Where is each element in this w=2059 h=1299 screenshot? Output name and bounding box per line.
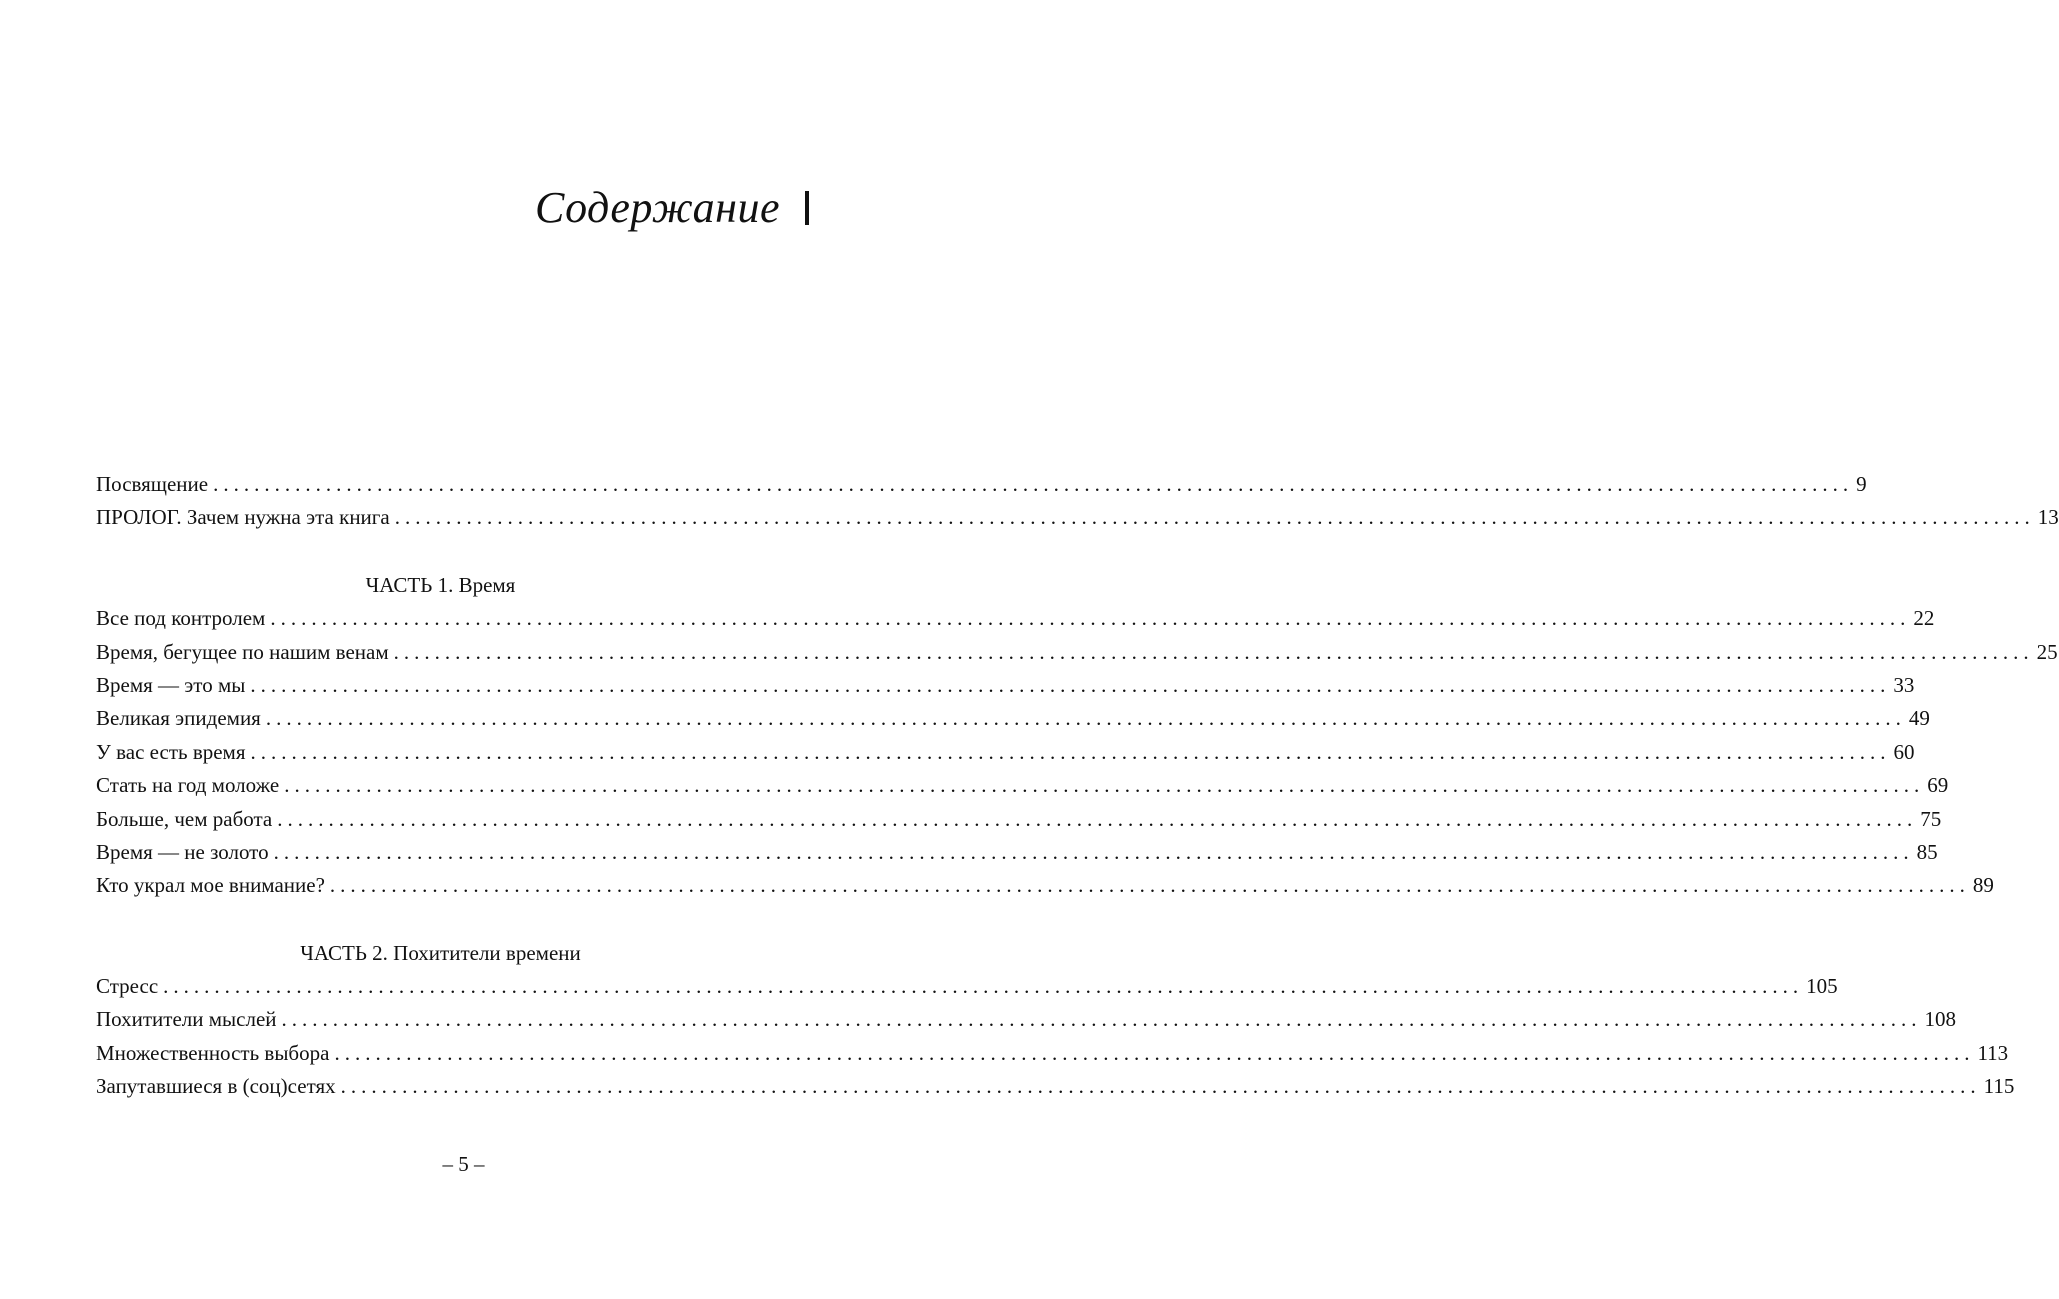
page-number: – 5 – bbox=[442, 1152, 485, 1176]
dot-leader: ................................................................................................................................................................ bbox=[250, 739, 1891, 764]
toc-entry-page: 105 bbox=[1806, 974, 1838, 999]
toc-entry[interactable] bbox=[96, 1003, 1957, 1036]
toc-entry-title: Время — это мы bbox=[96, 672, 246, 697]
dot-leader: ................................................................................................................................................................ bbox=[329, 873, 1970, 898]
part-heading: ЧАСТЬ 1. Время bbox=[365, 572, 516, 597]
toc-entry-page: 69 bbox=[1927, 773, 1949, 798]
toc-entry[interactable] bbox=[96, 669, 1915, 702]
toc-entry-page: 113 bbox=[1977, 1040, 2009, 1065]
toc-entry-page: 33 bbox=[1893, 672, 1915, 697]
dot-leader: ................................................................................................................................................................ bbox=[284, 773, 1925, 798]
toc-entry-page: 60 bbox=[1893, 739, 1915, 764]
toc-entry-page: 85 bbox=[1916, 839, 1938, 864]
toc-entry[interactable] bbox=[96, 970, 1838, 1003]
toc-entry-title: Стресс bbox=[96, 974, 159, 999]
toc-entry-title: Время, бегущее по нашим венам bbox=[96, 639, 389, 664]
toc-entry[interactable] bbox=[96, 602, 1935, 635]
toc-entry[interactable] bbox=[96, 736, 1915, 769]
toc-entry-page: 89 bbox=[1972, 873, 1994, 898]
toc-entry-page: 108 bbox=[1924, 1007, 1957, 1032]
dot-leader: ................................................................................................................................................................ bbox=[334, 1040, 1975, 1065]
toc-entry-page: 49 bbox=[1908, 706, 1930, 731]
dot-leader: ................................................................................................................................................................ bbox=[277, 806, 1918, 831]
toc-entry-page: 25 bbox=[2036, 639, 2058, 664]
toc-entry[interactable] bbox=[96, 702, 1930, 735]
toc-entry[interactable] bbox=[96, 501, 2059, 534]
toc-entry-page: 22 bbox=[1913, 606, 1935, 631]
toc-entry-title: Время — не золото bbox=[96, 839, 269, 864]
toc-entry[interactable] bbox=[96, 468, 1867, 501]
dot-leader: ................................................................................................................................................................ bbox=[273, 839, 1914, 864]
toc-entry[interactable] bbox=[96, 803, 1942, 836]
toc-entry[interactable] bbox=[96, 1037, 2009, 1070]
dot-leader: ................................................................................................................................................................ bbox=[250, 672, 1891, 697]
dot-leader: ................................................................................................................................................................ bbox=[265, 706, 1906, 731]
toc-entry[interactable] bbox=[96, 869, 1994, 902]
toc-entry[interactable] bbox=[96, 636, 2058, 669]
dot-leader: ................................................................................................................................................................ bbox=[281, 1007, 1922, 1032]
toc-entry[interactable] bbox=[96, 769, 1949, 802]
toc-entry-title: Великая эпидемия bbox=[96, 706, 261, 731]
dot-leader: ................................................................................................................................................................ bbox=[394, 505, 2035, 530]
dot-leader: ................................................................................................................................................................ bbox=[163, 974, 1804, 999]
toc-entry-page: 13 bbox=[2037, 505, 2059, 530]
toc-entry-title: Кто украл мое внимание? bbox=[96, 873, 325, 898]
toc-entry[interactable] bbox=[96, 836, 1938, 869]
dot-leader: ................................................................................................................................................................ bbox=[213, 472, 1854, 496]
toc-entry-title: Посвящение bbox=[96, 472, 209, 496]
toc-entry[interactable] bbox=[96, 1070, 2015, 1103]
table-of-contents bbox=[96, 468, 2059, 1104]
title-marker-bar bbox=[805, 191, 809, 225]
toc-entry-title: Запутавшиеся в (соц)сетях bbox=[96, 1074, 336, 1099]
toc-entry-title: Больше, чем работа bbox=[96, 806, 273, 831]
dot-leader: ................................................................................................................................................................ bbox=[340, 1074, 1981, 1099]
toc-entry-page: 9 bbox=[1856, 472, 1867, 496]
toc-entry-title: У вас есть время bbox=[96, 739, 246, 764]
part-heading: ЧАСТЬ 2. Похитители времени bbox=[300, 940, 581, 965]
toc-entry-page: 75 bbox=[1920, 806, 1942, 831]
toc-entry-title: Все под контролем bbox=[96, 606, 266, 631]
dot-leader: ................................................................................................................................................................ bbox=[270, 606, 1911, 631]
toc-entry-title: ПРОЛОГ. Зачем нужна эта книга bbox=[96, 505, 390, 530]
toc-entry-title: Похитители мыслей bbox=[96, 1007, 277, 1032]
toc-entry-title: Стать на год моложе bbox=[96, 773, 280, 798]
dot-leader: ................................................................................................................................................................ bbox=[393, 639, 2034, 664]
toc-entry-title: Множественность выбора bbox=[96, 1040, 330, 1065]
toc-entry-page: 115 bbox=[1983, 1074, 2015, 1099]
page-title: Содержание bbox=[534, 183, 780, 232]
